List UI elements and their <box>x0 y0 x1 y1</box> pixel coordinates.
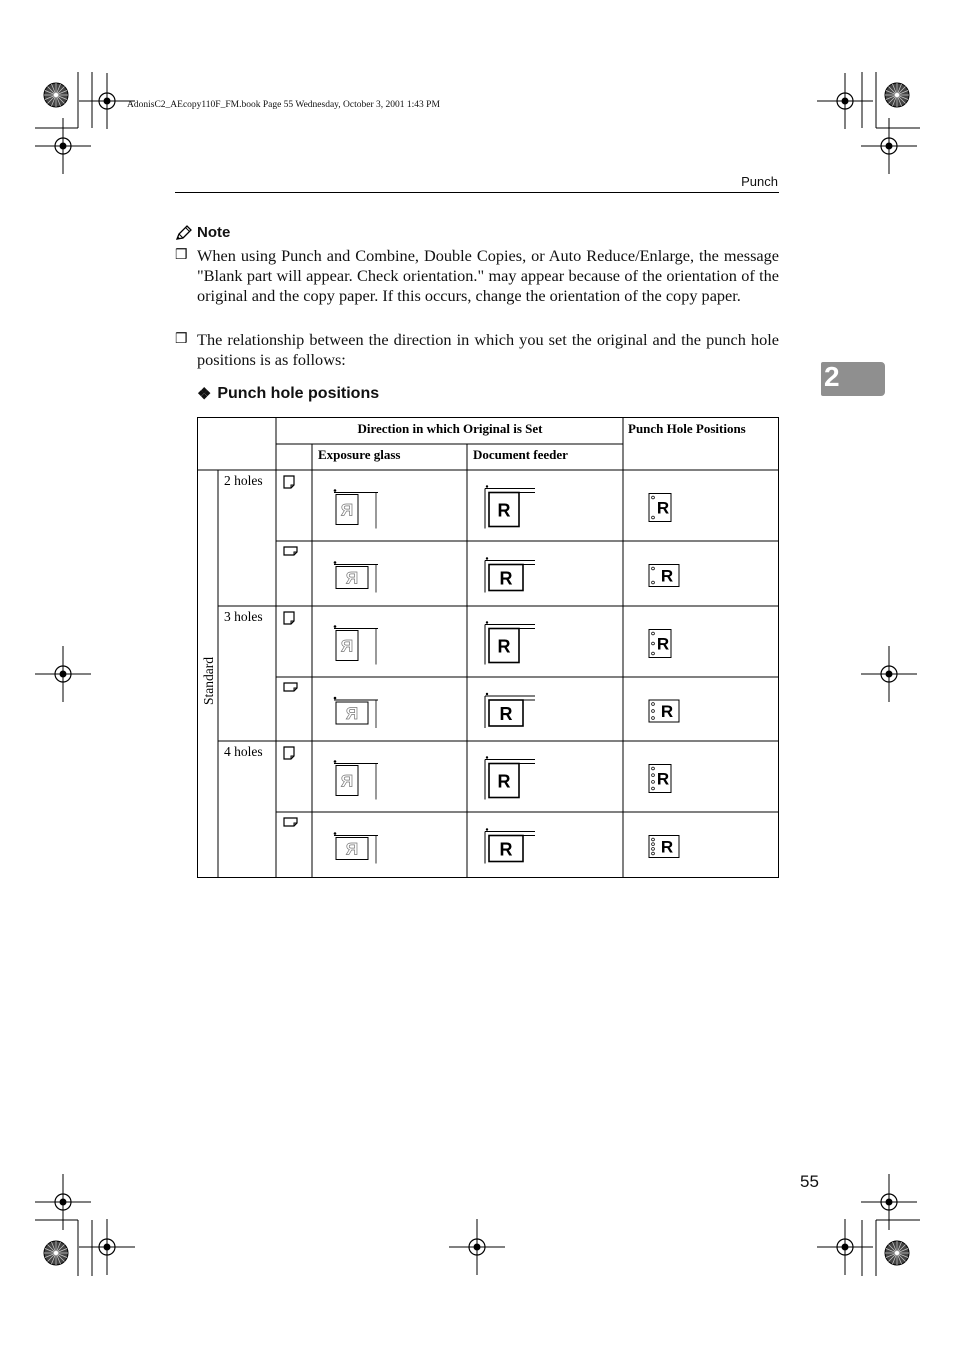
mirrored-glyph: R <box>340 500 354 520</box>
copy-glyph: R <box>656 634 670 654</box>
landscape-orientation-icon <box>284 683 297 691</box>
note-heading <box>175 224 230 241</box>
crop-mark-bottom-left <box>35 1174 135 1276</box>
punch-hole <box>652 703 655 706</box>
corner-dot <box>486 693 488 695</box>
page-outline <box>284 683 297 691</box>
punch-hole <box>652 852 655 855</box>
corner-dot <box>486 621 488 623</box>
copy-glyph: R <box>660 566 674 586</box>
page-outline <box>284 547 297 555</box>
note-text: The relationship between the direction in which you set the original and the punch hole positions is as follows: <box>197 330 779 369</box>
group-label-standard: Standard <box>201 657 216 705</box>
page-outline <box>284 476 294 488</box>
header-rule <box>175 192 779 193</box>
exposure-glass-diagram <box>334 625 378 664</box>
punch-hole <box>652 496 655 499</box>
feeder-glyph: R <box>499 839 513 860</box>
crop-mark-top-right <box>817 72 920 174</box>
hole-count-label: 4 holes <box>224 744 263 759</box>
chapter-tab <box>821 362 885 396</box>
note-item <box>175 330 779 370</box>
document-feeder-diagram <box>485 557 535 592</box>
document-feeder-diagram <box>485 693 535 728</box>
punch-hole <box>652 717 655 720</box>
punch-hole <box>652 774 655 777</box>
page-outline <box>284 747 294 759</box>
mirrored-glyph: R <box>345 839 359 859</box>
document-feeder-diagram <box>485 828 535 863</box>
mirrored-glyph: R <box>345 704 359 723</box>
punch-hole <box>652 642 655 645</box>
portrait-orientation-icon <box>284 747 294 759</box>
exposure-glass-diagram <box>334 561 378 592</box>
section-heading <box>197 384 379 404</box>
diamond-bullet-icon: ❖ <box>197 386 212 403</box>
corner-dot <box>486 557 488 559</box>
page-outline <box>284 612 294 624</box>
page-number: 55 <box>800 1172 819 1191</box>
header-positions: Punch Hole Positions <box>628 421 746 436</box>
header-document-feeder: Document feeder <box>473 447 568 462</box>
punch-hole <box>652 838 655 841</box>
document-feeder-diagram <box>485 485 535 528</box>
note-text: When using Punch and Combine, Double Copies, or Auto Reduce/Enlarge, the message "Blank part will appear. Check orientation." may appear because of the orientation of the original and the copy paper. If this occurs, change the orientation of the copy paper. <box>197 246 779 305</box>
punch-hole <box>652 516 655 519</box>
feeder-glyph: R <box>499 568 513 589</box>
punch-hole <box>652 567 655 570</box>
copy-glyph: R <box>656 769 670 789</box>
exposure-glass-diagram <box>334 760 378 799</box>
portrait-orientation-icon <box>284 612 294 624</box>
exposure-glass-diagram <box>334 832 378 863</box>
feeder-glyph: R <box>499 704 513 724</box>
crop-mark-bottom-center <box>449 1219 505 1275</box>
punch-hole <box>652 710 655 713</box>
checkbox-bullet-icon: ❒ <box>175 248 188 263</box>
feeder-glyph: R <box>497 771 511 792</box>
feeder-glyph: R <box>497 636 511 657</box>
corner-dot <box>334 561 337 564</box>
table-cells <box>224 473 679 864</box>
mirrored-glyph: R <box>345 568 359 588</box>
exposure-glass-diagram <box>334 489 378 528</box>
portrait-orientation-icon <box>284 476 294 488</box>
feeder-glyph: R <box>497 500 511 521</box>
landscape-orientation-icon <box>284 818 297 826</box>
exposure-glass-diagram <box>334 697 378 728</box>
corner-dot <box>486 756 488 758</box>
checkbox-bullet-icon: ❒ <box>175 332 188 347</box>
copy-glyph: R <box>660 702 674 721</box>
crop-mark-bottom-right <box>817 1174 920 1276</box>
file-header: AdonisC2_AEcopy110F_FM.book Page 55 Wednesday, October 3, 2001 1:43 PM <box>127 100 440 110</box>
punch-hole-result <box>649 700 679 722</box>
punch-hole <box>652 787 655 790</box>
punch-hole <box>652 780 655 783</box>
punch-hole <box>652 652 655 655</box>
punch-hole-result <box>649 565 679 587</box>
corner-dot <box>486 828 488 830</box>
document-feeder-diagram <box>485 756 535 799</box>
punch-hole-result <box>649 630 671 658</box>
punch-hole-result <box>649 765 671 793</box>
hole-count-label: 2 holes <box>224 473 263 488</box>
hole-count-label: 3 holes <box>224 609 263 624</box>
punch-hole <box>652 632 655 635</box>
note-item <box>175 246 779 305</box>
corner-dot <box>334 832 337 835</box>
punch-hole-table <box>197 417 779 878</box>
crop-mark-right-middle <box>861 646 917 702</box>
corner-dot <box>334 697 337 700</box>
document-feeder-diagram <box>485 621 535 664</box>
crop-mark-left-middle <box>35 646 91 702</box>
punch-hole <box>652 847 655 850</box>
punch-hole-result <box>649 494 671 522</box>
landscape-orientation-icon <box>284 547 297 555</box>
header-direction: Direction in which Original is Set <box>357 421 543 436</box>
page-outline <box>284 818 297 826</box>
chapter-number: 2 <box>824 361 840 392</box>
corner-dot <box>334 760 337 763</box>
note-title: Note <box>197 224 231 241</box>
crop-mark-top-left <box>35 72 135 174</box>
corner-dot <box>334 489 337 492</box>
copy-glyph: R <box>656 498 670 518</box>
punch-hole-result <box>649 836 679 858</box>
running-head: Punch <box>741 174 778 189</box>
punch-hole <box>652 767 655 770</box>
mirrored-glyph: R <box>340 636 354 656</box>
copy-glyph: R <box>660 837 674 857</box>
punch-hole <box>652 843 655 846</box>
header-exposure-glass: Exposure glass <box>318 447 401 462</box>
mirrored-glyph: R <box>340 771 354 791</box>
punch-hole <box>652 581 655 584</box>
section-title: Punch hole positions <box>217 385 380 402</box>
corner-dot <box>486 485 488 487</box>
pencil-icon <box>175 225 193 241</box>
corner-dot <box>334 625 337 628</box>
